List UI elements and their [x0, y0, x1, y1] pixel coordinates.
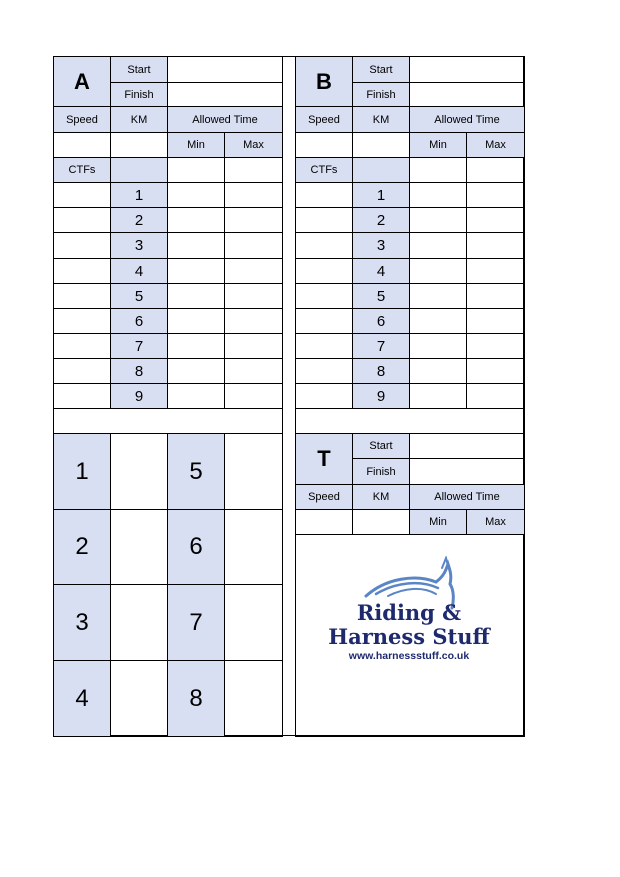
allowed-time-label: Allowed Time [409, 484, 525, 510]
ctf-max-cell [466, 232, 525, 259]
ctf-entry-cell [295, 182, 353, 208]
km-label: KM [352, 106, 410, 133]
grid-entry-cell [110, 509, 168, 585]
ctf-number: 1 [352, 182, 410, 208]
grid-entry-cell [224, 433, 283, 510]
start-label: Start [352, 433, 410, 459]
grid-number: 2 [53, 509, 111, 585]
grid-entry-cell [224, 509, 283, 585]
grid-number: 5 [167, 433, 225, 510]
ctf-number: 9 [352, 383, 410, 409]
speed-value [53, 132, 111, 158]
ctf-number: 5 [110, 283, 168, 309]
logo-url: www.harnessstuff.co.uk [348, 650, 470, 662]
ctf-number: 8 [110, 358, 168, 384]
max-label: Max [466, 132, 525, 158]
grid-entry-cell [110, 584, 168, 661]
ctf-number: 7 [110, 333, 168, 359]
ctf-entry-cell [295, 283, 353, 309]
ctf-number: 3 [352, 232, 410, 259]
ctf-max-cell [224, 308, 283, 334]
section-b-letter: B [295, 56, 353, 107]
ctf-entry-cell [295, 358, 353, 384]
ctfs-label: CTFs [295, 157, 353, 183]
finish-label: Finish [352, 82, 410, 107]
ctf-min-cell [409, 207, 467, 233]
grid-entry-cell [224, 660, 283, 737]
max-label: Max [466, 509, 525, 535]
ctf-entry-cell [295, 258, 353, 284]
logo-line-2: Harness Stuff [328, 624, 490, 649]
ctf-number: 4 [110, 258, 168, 284]
ctf-entry-cell [53, 207, 111, 233]
grid-entry-cell [110, 660, 168, 737]
ctf-number: 2 [352, 207, 410, 233]
ctfs-min-blank [167, 157, 225, 183]
grid-number: 7 [167, 584, 225, 661]
ctf-min-cell [409, 258, 467, 284]
ctfs-max-blank [466, 157, 525, 183]
ctf-min-cell [409, 283, 467, 309]
ctf-max-cell [224, 283, 283, 309]
ctf-min-cell [167, 358, 225, 384]
ctf-number: 1 [110, 182, 168, 208]
ctf-max-cell [466, 283, 525, 309]
ctf-min-cell [409, 383, 467, 409]
speed-label: Speed [295, 484, 353, 510]
grid-entry-cell [110, 433, 168, 510]
section-t-letter: T [295, 433, 353, 485]
ctf-entry-cell [53, 333, 111, 359]
ctf-entry-cell [53, 258, 111, 284]
ctf-max-cell [466, 358, 525, 384]
ctf-number: 2 [110, 207, 168, 233]
ctf-min-cell [167, 283, 225, 309]
ctf-max-cell [224, 232, 283, 259]
ctf-min-cell [409, 358, 467, 384]
finish-value [409, 82, 525, 107]
ctf-min-cell [167, 207, 225, 233]
start-value [409, 56, 525, 83]
spacer-row [295, 408, 525, 434]
ctf-entry-cell [295, 383, 353, 409]
grid-number: 6 [167, 509, 225, 585]
ctfs-max-blank [224, 157, 283, 183]
km-label: KM [110, 106, 168, 133]
speed-value [295, 132, 353, 158]
ctf-number: 6 [352, 308, 410, 334]
start-value [409, 433, 525, 459]
speed-value [295, 509, 353, 535]
ctfs-header-blank [352, 157, 410, 183]
ctf-max-cell [224, 383, 283, 409]
min-label: Min [167, 132, 225, 158]
finish-value [409, 458, 525, 485]
section-a-letter: A [53, 56, 111, 107]
finish-value [167, 82, 283, 107]
speed-label: Speed [295, 106, 353, 133]
ctf-number: 8 [352, 358, 410, 384]
ctf-entry-cell [53, 182, 111, 208]
ctf-min-cell [409, 182, 467, 208]
ctf-entry-cell [53, 283, 111, 309]
ctf-max-cell [466, 383, 525, 409]
start-label: Start [110, 56, 168, 83]
ctf-number: 3 [110, 232, 168, 259]
min-label: Min [409, 132, 467, 158]
ctf-min-cell [409, 232, 467, 259]
allowed-time-label: Allowed Time [167, 106, 283, 133]
ctf-min-cell [167, 383, 225, 409]
ctf-min-cell [167, 308, 225, 334]
ctf-max-cell [224, 207, 283, 233]
finish-label: Finish [352, 458, 410, 485]
ctf-min-cell [167, 333, 225, 359]
speed-label: Speed [53, 106, 111, 133]
ctf-max-cell [224, 358, 283, 384]
ctf-min-cell [409, 308, 467, 334]
spacer-row [53, 408, 283, 434]
start-value [167, 56, 283, 83]
km-label: KM [352, 484, 410, 510]
ctf-number: 6 [110, 308, 168, 334]
allowed-time-label: Allowed Time [409, 106, 525, 133]
ctf-max-cell [224, 182, 283, 208]
grid-entry-cell [224, 584, 283, 661]
km-value [110, 132, 168, 158]
ctf-entry-cell [53, 232, 111, 259]
grid-number: 3 [53, 584, 111, 661]
ctf-max-cell [466, 207, 525, 233]
ctf-entry-cell [53, 358, 111, 384]
km-value [352, 509, 410, 535]
ctf-number: 4 [352, 258, 410, 284]
grid-number: 1 [53, 433, 111, 510]
ctfs-min-blank [409, 157, 467, 183]
ctf-max-cell [466, 182, 525, 208]
ctf-min-cell [409, 333, 467, 359]
logo-line-1: Riding & [356, 600, 462, 625]
min-label: Min [409, 509, 467, 535]
ctf-entry-cell [53, 308, 111, 334]
max-label: Max [224, 132, 283, 158]
ctf-max-cell [224, 258, 283, 284]
ctf-number: 7 [352, 333, 410, 359]
riding-harness-stuff-logo [296, 556, 522, 678]
ctf-min-cell [167, 258, 225, 284]
ctf-max-cell [466, 258, 525, 284]
grid-number: 8 [167, 660, 225, 737]
ctf-entry-cell [295, 333, 353, 359]
grid-number: 4 [53, 660, 111, 737]
ctf-entry-cell [295, 232, 353, 259]
ctf-min-cell [167, 182, 225, 208]
ctf-number: 9 [110, 383, 168, 409]
start-label: Start [352, 56, 410, 83]
ctfs-label: CTFs [53, 157, 111, 183]
ctf-max-cell [466, 333, 525, 359]
ctf-min-cell [167, 232, 225, 259]
ctf-entry-cell [295, 207, 353, 233]
ctf-max-cell [224, 333, 283, 359]
ctf-max-cell [466, 308, 525, 334]
ctf-number: 5 [352, 283, 410, 309]
finish-label: Finish [110, 82, 168, 107]
ctf-entry-cell [53, 383, 111, 409]
ctfs-header-blank [110, 157, 168, 183]
km-value [352, 132, 410, 158]
ctf-entry-cell [295, 308, 353, 334]
